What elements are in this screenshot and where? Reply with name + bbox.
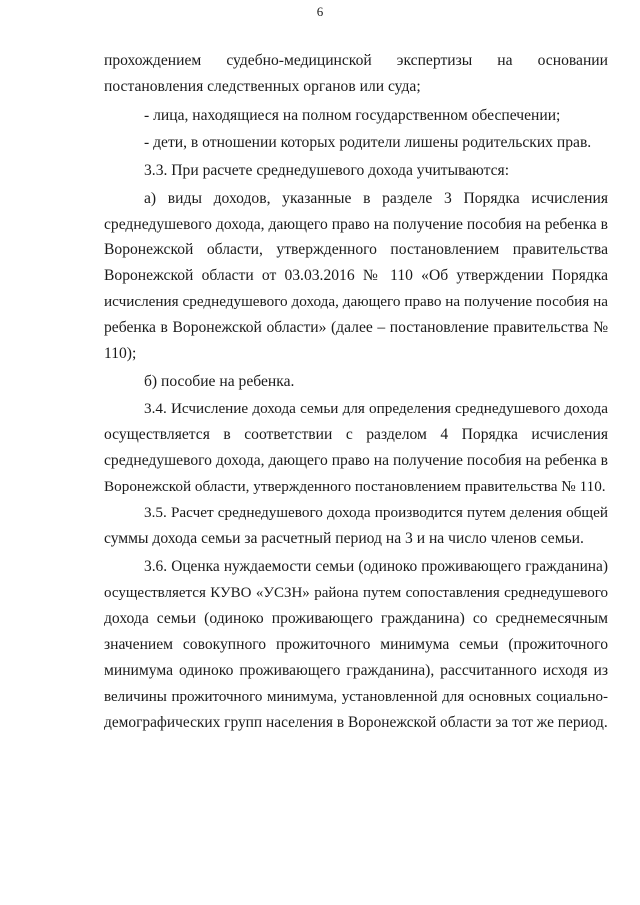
text-line: - лица, находящиеся на полном государственном обеспечении; bbox=[144, 107, 561, 124]
text-line: 3.6. Оценка нуждаемости семьи (одиноко проживающего гражданина) bbox=[144, 558, 608, 575]
text-line: Воронежской области, утвержденного постановлением правительства № 110. bbox=[104, 478, 606, 495]
page-number: 6 bbox=[316, 4, 324, 19]
text-line: величины прожиточного минимума, установленной для основных социально- bbox=[104, 689, 608, 705]
text-line: дохода семьи (одиноко проживающего гражданина) со среднемесячным bbox=[104, 610, 608, 627]
text-line: ребенка в Воронежской области» (далее – постановление правительства № bbox=[104, 319, 608, 336]
text-line: демографических групп населения в Воронежской области за тот же период. bbox=[104, 714, 608, 731]
text-line: б) пособие на ребенка. bbox=[144, 373, 295, 390]
text-line: прохождением судебно-медицинской экспертизы на основании bbox=[104, 52, 608, 69]
text-line: осуществляется КУВО «УСЗН» района путем сопоставления среднедушевого bbox=[104, 585, 608, 601]
text-line: Воронежской области от 03.03.2016 № 110 «Об утверждении Порядка bbox=[104, 267, 608, 284]
text-line: а) виды доходов, указанные в разделе 3 Порядка исчисления bbox=[144, 190, 608, 207]
text-line: постановления следственных органов или суда; bbox=[104, 78, 421, 95]
text-line: 3.5. Расчет среднедушевого дохода производится путем деления общей bbox=[144, 504, 608, 521]
text-line: минимума одиноко проживающего гражданина), рассчитанного исходя из bbox=[104, 662, 608, 679]
text-line: 3.3. При расчете среднедушевого дохода учитываются: bbox=[144, 162, 510, 179]
text-line: - дети, в отношении которых родители лишены родительских прав. bbox=[144, 134, 592, 151]
text-line: среднедушевого дохода, дающего право на получение пособия на ребенка в bbox=[104, 452, 608, 469]
text-line: суммы дохода семьи за расчетный период на 3 и на число членов семьи. bbox=[104, 530, 584, 547]
text-line: 110); bbox=[104, 345, 137, 362]
text-line: Воронежской области, утвержденного постановлением правительства bbox=[104, 241, 608, 258]
text-line: среднедушевого дохода, дающего право на получение пособия на ребенка в bbox=[104, 216, 608, 233]
text-line: значением совокупного прожиточного минимума семьи (прожиточного bbox=[104, 636, 608, 653]
text-line: 3.4. Исчисление дохода семьи для определения среднедушевого дохода bbox=[144, 400, 608, 417]
text-line: осуществляется в соответствии с разделом 4 Порядка исчисления bbox=[104, 426, 608, 443]
text-line: исчисления среднедушевого дохода, дающего право на получение пособия на bbox=[104, 293, 608, 310]
